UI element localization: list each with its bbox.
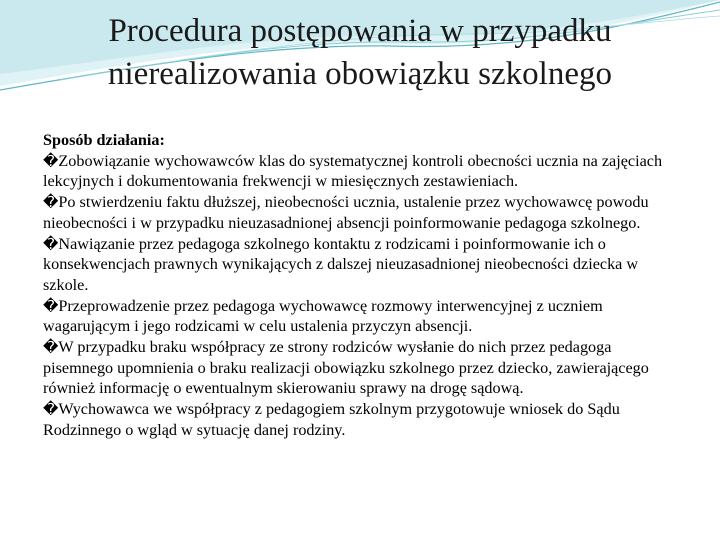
content-body	[43, 130, 683, 441]
list-item	[43, 296, 683, 337]
list-item	[43, 399, 683, 440]
bullet-icon: �	[43, 151, 59, 170]
slide-title: Procedura postępowania w przypadku nierealizowania obowiązku szkolnego	[108, 13, 612, 92]
list-item	[43, 337, 683, 399]
bullet-icon: �	[43, 338, 59, 357]
bullet-icon: �	[43, 296, 59, 315]
list-item	[43, 192, 683, 233]
content-heading: Sposób działania:	[43, 131, 165, 149]
list-item-text: Po stwierdzeniu faktu dłuższej, nieobecności ucznia, ustalenie przez wychowawcę powodu nieobecności i w przypadku nieuzasadnionej absencji poinformowanie pedagoga szkolnego.	[43, 193, 649, 232]
list-item-text: W przypadku braku współpracy ze strony rodziców wysłanie do nich przez pedagoga pisemnego upomnienia o braku realizacji obowiązku szkolnego przez dziecko, zawierającego również informację o ewentualnym skierowaniu sprawy na drogę sądową.	[43, 338, 649, 398]
list-item-text: Nawiązanie przez pedagoga szkolnego kontaktu z rodzicami i poinformowanie ich o konsekwencjach prawnych wynikających z dalszej nieuzasadnionej nieobecności dziecka w szkole.	[43, 234, 639, 294]
list-item	[43, 234, 683, 296]
bullet-icon: �	[43, 234, 59, 253]
list-item-text: Zobowiązanie wychowawców klas do systematycznej kontroli obecności ucznia na zajęciach lekcyjnych i dokumentowania frekwencji w miesięcznych zestawieniach.	[43, 151, 663, 191]
bullet-icon: �	[43, 400, 59, 419]
list-item-text: Wychowawca we współpracy z pedagogiem szkolnym przygotowuje wniosek do Sądu Rodzinnego o wgląd w sytuację danej rodziny.	[43, 400, 620, 439]
list-item-text: Przeprowadzenie przez pedagoga wychowawcę rozmowy interwencyjnej z uczniem wagarującym i jego rodzicami w celu ustalenia przyczyn absencji.	[43, 296, 603, 336]
list-item	[43, 151, 683, 192]
bullet-icon: �	[43, 193, 59, 212]
